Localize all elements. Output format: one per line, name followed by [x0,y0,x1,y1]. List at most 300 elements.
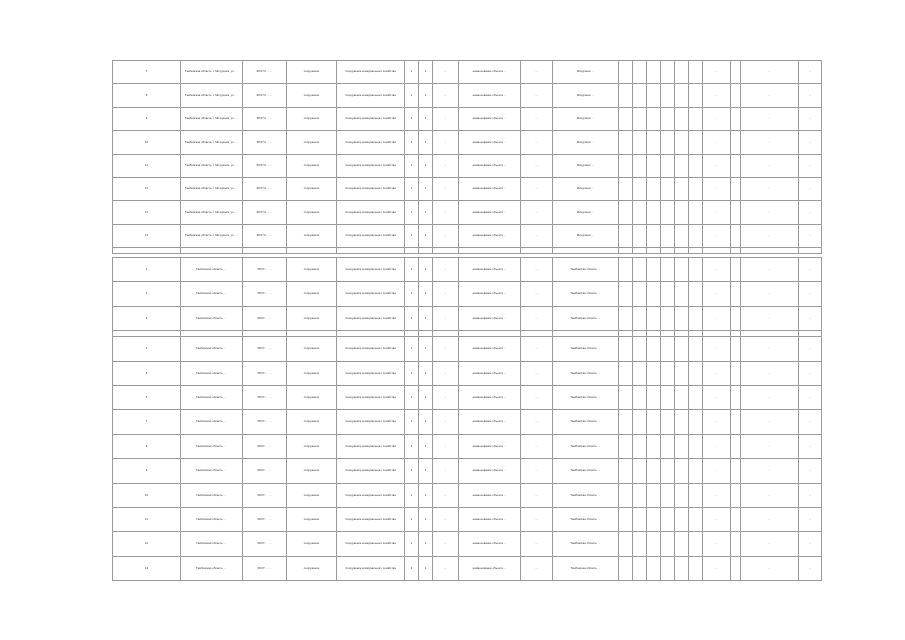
length-cell: … [433,131,459,154]
count-cell: 1 [419,201,433,224]
row-number: 11 [113,507,181,531]
empty-cell [405,248,419,254]
address-cell: Тамбовская область, … [181,258,243,282]
empty-cell [689,385,703,409]
count-cell: 1 [419,361,433,385]
object-name-cell: наименование объекта … [459,258,521,282]
empty-cell [633,131,647,154]
cadastral-code-cell: 68:07:… … [243,306,287,330]
owner-cell: Тамбовская область … [553,532,619,556]
empty-cell [689,459,703,483]
empty-cell [675,258,689,282]
count-cell: 1 [419,434,433,458]
status-cell: … [703,434,731,458]
empty-cell [633,459,647,483]
count-cell: 1 [419,131,433,154]
empty-cell [741,248,799,254]
cadastral-code-cell: 68:07:… … [243,337,287,361]
row-number: 7 [113,410,181,434]
reg-number-cell: … [521,224,553,247]
empty-cell [647,556,661,580]
status-cell: … [703,410,731,434]
right-cell: … [799,556,822,580]
note-cell: … [741,84,799,107]
status-cell: … [703,459,731,483]
note-cell: … [741,306,799,330]
note-cell: … [741,337,799,361]
empty-cell [619,248,633,254]
right-cell: … [799,84,822,107]
length-cell: … [433,507,459,531]
reg-number-cell: … [521,337,553,361]
right-cell: … [799,507,822,531]
object-name-cell: наименование объекта … [459,556,521,580]
use-cell: Сооружение коммунального хозяйства [337,361,405,385]
length-cell: … [433,61,459,84]
status-cell: … [703,556,731,580]
cadastral-code-cell: 68:07:… … [243,258,287,282]
length-cell: … [433,532,459,556]
count-cell: 1 [405,154,419,177]
table-row [113,532,822,556]
empty-cell [647,306,661,330]
status-cell: … [703,201,731,224]
owner-cell: Тамбовская область … [553,306,619,330]
length-cell: … [433,282,459,306]
cadastral-code-cell: 68:07:… … [243,556,287,580]
owner-cell: Тамбовская область … [553,434,619,458]
empty-cell [647,61,661,84]
object-name-cell: наименование объекта … [459,201,521,224]
reg-number-cell: … [521,131,553,154]
empty-cell [633,361,647,385]
type-cell: сооружение [287,258,337,282]
row-number: 3 [113,306,181,330]
empty-cell [731,201,741,224]
type-cell: сооружение [287,282,337,306]
empty-cell [633,337,647,361]
use-cell: Сооружение коммунального хозяйства [337,177,405,200]
use-cell: Сооружение коммунального хозяйства [337,224,405,247]
object-name-cell: наименование объекта … [459,306,521,330]
owner-cell: Тамбовская область … [553,361,619,385]
type-cell: сооружение [287,107,337,130]
cadastral-code-cell: 68:07:0… … [243,201,287,224]
empty-cell [647,84,661,107]
count-cell: 1 [419,107,433,130]
length-cell: … [433,434,459,458]
object-name-cell: наименование объекта … [459,337,521,361]
type-cell: сооружение [287,361,337,385]
count-cell: 1 [419,385,433,409]
empty-cell [689,361,703,385]
empty-cell [661,224,675,247]
count-cell: 1 [405,459,419,483]
row-number: 11 [113,154,181,177]
empty-cell [689,507,703,531]
type-cell: сооружение [287,410,337,434]
count-cell: 1 [419,306,433,330]
length-cell: … [433,154,459,177]
note-cell: … [741,61,799,84]
status-cell: … [703,177,731,200]
empty-cell [731,248,741,254]
property-register-table-bottom [112,257,822,581]
use-cell: Сооружение коммунального хозяйства [337,385,405,409]
empty-cell [619,385,633,409]
note-cell: … [741,258,799,282]
empty-cell [661,483,675,507]
note-cell: … [741,410,799,434]
empty-cell [675,61,689,84]
empty-cell [661,107,675,130]
address-cell: Тамбовская область, … [181,410,243,434]
empty-cell [647,201,661,224]
reg-number-cell: … [521,154,553,177]
table-row [113,258,822,282]
count-cell: 1 [405,282,419,306]
type-cell: сооружение [287,306,337,330]
empty-cell [675,84,689,107]
empty-cell [647,459,661,483]
empty-cell [731,483,741,507]
count-cell: 1 [419,154,433,177]
cadastral-code-cell: 68:07:… … [243,483,287,507]
address-cell: Тамбовская область, г. Мичуринск, ул. … [181,61,243,84]
empty-cell [619,306,633,330]
owner-cell: Мичуринск … [553,177,619,200]
table-row [113,61,822,84]
empty-cell [661,434,675,458]
table-row [113,224,822,247]
cadastral-code-cell: 68:07:0… … [243,131,287,154]
cadastral-code-cell: 68:07:… … [243,361,287,385]
owner-cell: Мичуринск … [553,107,619,130]
reg-number-cell: … [521,410,553,434]
reg-number-cell: … [521,84,553,107]
right-cell: … [799,532,822,556]
status-cell: … [703,385,731,409]
object-name-cell: наименование объекта … [459,154,521,177]
empty-cell [731,532,741,556]
use-cell: Сооружение коммунального хозяйства [337,306,405,330]
use-cell: Сооружение коммунального хозяйства [337,556,405,580]
status-cell: … [703,361,731,385]
count-cell: 1 [405,224,419,247]
count-cell: 1 [419,556,433,580]
length-cell: … [433,556,459,580]
right-cell: … [799,282,822,306]
right-cell: … [799,361,822,385]
row-number: 13 [113,556,181,580]
owner-cell: Мичуринск … [553,84,619,107]
type-cell: сооружение [287,61,337,84]
empty-cell [661,258,675,282]
empty-cell [633,61,647,84]
status-cell: … [703,337,731,361]
right-cell: … [799,61,822,84]
row-number: 1 [113,258,181,282]
owner-cell: Тамбовская область … [553,507,619,531]
status-cell: … [703,154,731,177]
empty-cell [731,306,741,330]
address-cell: Тамбовская область, … [181,483,243,507]
count-cell: 1 [419,337,433,361]
owner-cell: Тамбовская область … [553,385,619,409]
empty-cell [619,258,633,282]
row-number: 8 [113,84,181,107]
count-cell: 1 [419,258,433,282]
empty-cell [647,434,661,458]
count-cell: 1 [419,459,433,483]
empty-cell [675,248,689,254]
reg-number-cell: … [521,201,553,224]
count-cell: 1 [419,224,433,247]
address-cell: Тамбовская область, … [181,507,243,531]
table-row [113,177,822,200]
empty-cell [731,282,741,306]
empty-cell [689,410,703,434]
row-number: 5 [113,361,181,385]
address-cell: Тамбовская область, г. Мичуринск, ул. … [181,177,243,200]
empty-cell [633,483,647,507]
empty-cell [633,282,647,306]
empty-cell [661,507,675,531]
empty-cell [689,224,703,247]
empty-cell [661,84,675,107]
object-name-cell: наименование объекта … [459,131,521,154]
empty-cell [619,410,633,434]
count-cell: 1 [419,177,433,200]
empty-cell [619,84,633,107]
empty-cell [731,410,741,434]
cadastral-code-cell: 68:07:… … [243,434,287,458]
object-name-cell: наименование объекта … [459,107,521,130]
table-row [113,131,822,154]
empty-cell [633,434,647,458]
object-name-cell: наименование объекта … [459,282,521,306]
owner-cell: Мичуринск … [553,131,619,154]
row-number: 12 [113,532,181,556]
empty-cell [675,434,689,458]
empty-cell [675,483,689,507]
type-cell: сооружение [287,177,337,200]
empty-cell [661,459,675,483]
empty-cell [731,361,741,385]
address-cell: Тамбовская область, … [181,434,243,458]
object-name-cell: наименование объекта … [459,61,521,84]
table-row [113,556,822,580]
address-cell: Тамбовская область, … [181,306,243,330]
empty-cell [633,107,647,130]
address-cell: Тамбовская область, … [181,361,243,385]
empty-cell [633,248,647,254]
table-row [113,507,822,531]
status-cell: … [703,84,731,107]
empty-cell [521,248,553,254]
right-cell: … [799,385,822,409]
use-cell: Сооружение коммунального хозяйства [337,483,405,507]
count-cell: 1 [405,556,419,580]
table-row [113,337,822,361]
empty-cell [419,248,433,254]
reg-number-cell: … [521,107,553,130]
use-cell: Сооружение коммунального хозяйства [337,337,405,361]
table-row [113,282,822,306]
owner-cell: Тамбовская область … [553,556,619,580]
empty-cell [661,61,675,84]
table-row [113,154,822,177]
length-cell: … [433,201,459,224]
right-cell: … [799,483,822,507]
empty-cell [619,224,633,247]
empty-cell [661,201,675,224]
reg-number-cell: … [521,459,553,483]
object-name-cell: наименование объекта … [459,385,521,409]
right-cell: … [799,434,822,458]
type-cell: сооружение [287,154,337,177]
object-name-cell: наименование объекта … [459,434,521,458]
empty-cell [619,107,633,130]
row-number: 10 [113,131,181,154]
note-cell: … [741,532,799,556]
use-cell: Сооружение коммунального хозяйства [337,84,405,107]
object-name-cell: наименование объекта … [459,532,521,556]
count-cell: 1 [405,177,419,200]
empty-cell [647,154,661,177]
use-cell: Сооружение коммунального хозяйства [337,459,405,483]
note-cell: … [741,385,799,409]
owner-cell: Мичуринск … [553,154,619,177]
row-number: 9 [113,107,181,130]
cadastral-code-cell: 68:07:… … [243,410,287,434]
object-name-cell: наименование объекта … [459,224,521,247]
status-cell: … [703,224,731,247]
cadastral-code-cell: 68:07:0… … [243,177,287,200]
empty-cell [647,224,661,247]
type-cell: сооружение [287,483,337,507]
cadastral-code-cell: 68:07:… … [243,459,287,483]
table-row [113,306,822,330]
use-cell: Сооружение коммунального хозяйства [337,532,405,556]
empty-cell [633,258,647,282]
empty-cell [675,224,689,247]
empty-cell [661,385,675,409]
empty-cell [661,282,675,306]
object-name-cell: наименование объекта … [459,410,521,434]
use-cell: Сооружение коммунального хозяйства [337,507,405,531]
empty-cell [675,459,689,483]
reg-number-cell: … [521,532,553,556]
count-cell: 1 [405,410,419,434]
empty-cell [675,306,689,330]
empty-cell [689,483,703,507]
empty-cell [633,177,647,200]
reg-number-cell: … [521,177,553,200]
note-cell: … [741,361,799,385]
empty-cell [647,483,661,507]
empty-cell [459,248,521,254]
owner-cell: Тамбовская область … [553,483,619,507]
empty-cell [661,306,675,330]
empty-cell [689,282,703,306]
note-cell: … [741,177,799,200]
status-cell: … [703,483,731,507]
use-cell: Сооружение коммунального хозяйства [337,131,405,154]
cadastral-code-cell: 68:07:0… … [243,224,287,247]
empty-cell [553,248,619,254]
empty-cell [619,434,633,458]
reg-number-cell: … [521,507,553,531]
cadastral-code-cell: 68:07:0… … [243,154,287,177]
type-cell: сооружение [287,434,337,458]
reg-number-cell: … [521,556,553,580]
empty-cell [181,248,243,254]
empty-cell [619,177,633,200]
empty-cell [633,154,647,177]
empty-cell [661,532,675,556]
empty-cell [113,248,181,254]
note-cell: … [741,556,799,580]
empty-cell [619,556,633,580]
note-cell: … [741,459,799,483]
empty-cell [647,385,661,409]
empty-cell [647,177,661,200]
owner-cell: Тамбовская область … [553,282,619,306]
owner-cell: Тамбовская область … [553,258,619,282]
empty-cell [675,201,689,224]
address-cell: Тамбовская область, г. Мичуринск, ул. … [181,224,243,247]
address-cell: Тамбовская область, г. Мичуринск, ул. … [181,131,243,154]
count-cell: 1 [405,434,419,458]
count-cell: 1 [419,410,433,434]
address-cell: Тамбовская область, … [181,337,243,361]
empty-cell [675,154,689,177]
address-cell: Тамбовская область, … [181,532,243,556]
object-name-cell: наименование объекта … [459,483,521,507]
cadastral-code-cell: 68:07:0… … [243,84,287,107]
count-cell: 1 [405,84,419,107]
count-cell: 1 [405,201,419,224]
row-number: 13 [113,201,181,224]
table-row [113,84,822,107]
address-cell: Тамбовская область, … [181,459,243,483]
count-cell: 1 [405,61,419,84]
owner-cell: Мичуринск … [553,61,619,84]
length-cell: … [433,459,459,483]
empty-cell [337,248,405,254]
empty-cell [689,306,703,330]
type-cell: сооружение [287,532,337,556]
table-row [113,361,822,385]
row-number: 10 [113,483,181,507]
empty-cell [689,337,703,361]
empty-cell [703,248,731,254]
empty-cell [633,201,647,224]
empty-cell [619,337,633,361]
cadastral-code-cell: 68:07:… … [243,507,287,531]
empty-cell [619,532,633,556]
status-cell: … [703,532,731,556]
length-cell: … [433,224,459,247]
empty-cell [675,556,689,580]
empty-cell [647,410,661,434]
cadastral-code-cell: 68:07:… … [243,532,287,556]
table-row [113,459,822,483]
empty-cell [675,337,689,361]
property-register-table-top [112,60,822,254]
length-cell: … [433,385,459,409]
